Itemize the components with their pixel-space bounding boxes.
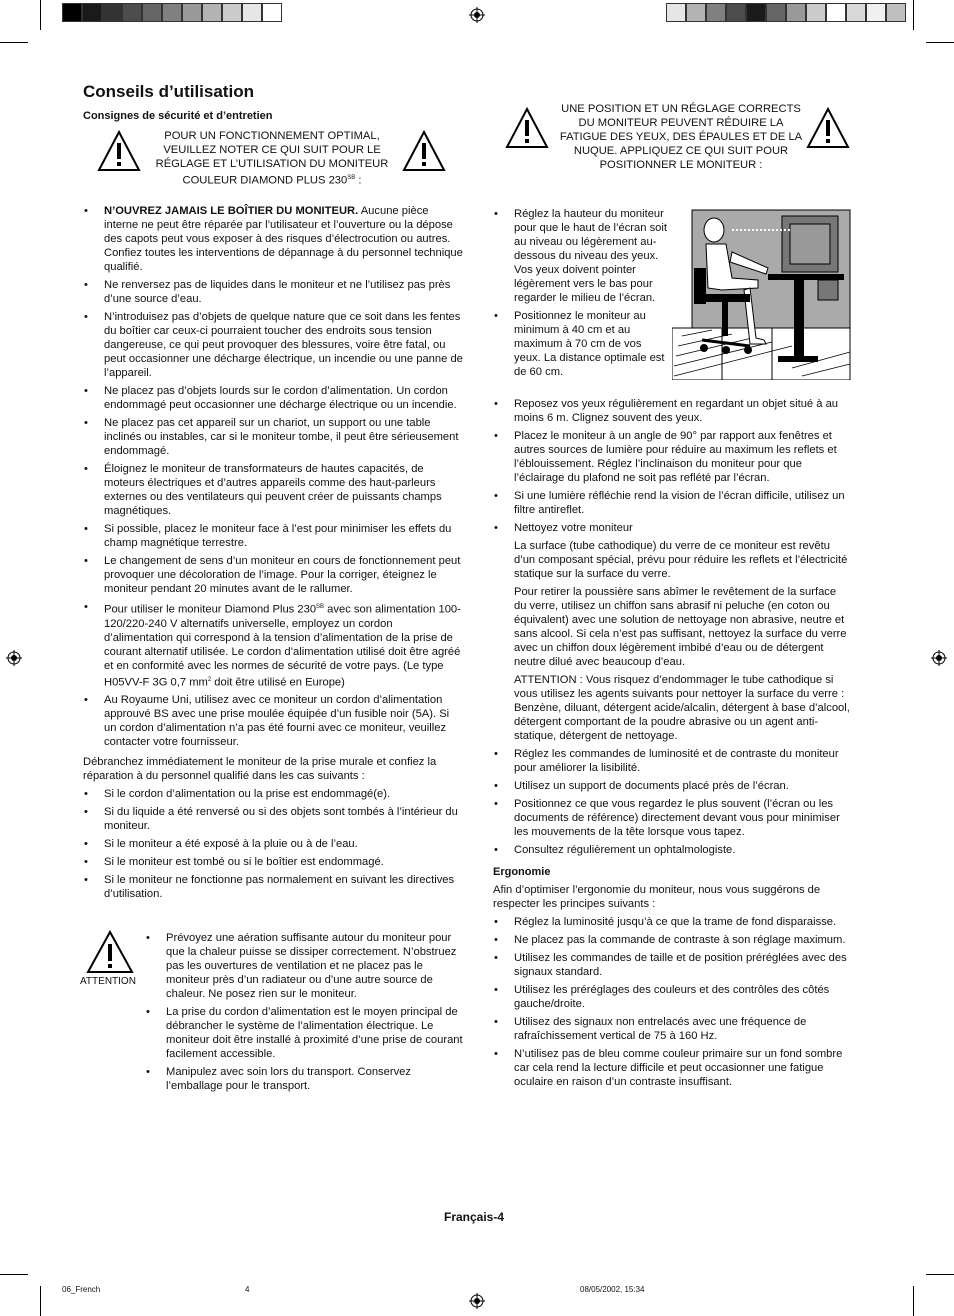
list-item: • Si une lumière réfléchie rend la vision de l’écran difficile, utilisez un filtre antireflet. xyxy=(493,489,851,517)
ergonomie-heading: Ergonomie xyxy=(493,866,551,878)
list-item: • Au Royaume Uni, utilisez avec ce moniteur un cordon d’alimentation approuvé BS avec une prise moulée équipée d’un fusible noir (5A). Si un cordon d’alimentation n’a pas été fourni avec ce moniteur, veuillez contacter votre fournisseur. xyxy=(83,693,463,749)
list-item: • Consultez régulièrement un ophtalmologiste. xyxy=(493,843,851,857)
list-item: • Ne placez pas d’objets lourds sur le cordon d’alimentation. Un cordon endommagé peut occasionner une décharge électrique ou un incendie. xyxy=(83,384,463,412)
color-swatch xyxy=(142,3,162,22)
safety-notice: POUR UN FONCTIONNEMENT OPTIMAL, VEUILLEZ NOTER CE QUI SUIT POUR LE RÉGLAGE ET L’UTILISATION DU MONITEUR COULEUR DIAMOND PLUS $230^{SB}$ : xyxy=(155,130,389,187)
slug-file: 06_French xyxy=(62,1285,101,1294)
list-item: • Positionnez le moniteur au minimum à 40 cm et au maximum à 70 cm de vos yeux. La distance optimale est de 60 cm. xyxy=(493,309,671,379)
safety-list-column xyxy=(83,204,463,905)
list-item: • Si du liquide a été renversé ou si des objets sont tombés à l’intérieur du moniteur. xyxy=(83,805,463,833)
crop-mark xyxy=(0,1274,28,1275)
list-item: • Utilisez les commandes de taille et de position préréglées avec des signaux standard. xyxy=(493,951,851,979)
list-item: • Positionnez ce que vous regardez le plus souvent (l’écran ou les documents de référence) directement devant vous pour minimiser les mouvements de la tête lorsque vous tapez. xyxy=(493,797,851,839)
position-list-column xyxy=(493,397,851,1093)
color-swatch xyxy=(222,3,242,22)
crop-mark xyxy=(0,42,28,43)
warning-icon xyxy=(86,930,134,974)
list-item: • La prise du cordon d’alimentation est le moyen principal de débrancher le système de l’alimentation électrique. Le moniteur doit être installé à proximité d’une prise de courant facilement accessible. xyxy=(145,1005,463,1061)
list-item: • Manipulez avec soin lors du transport. Conservez l’emballage pour le transport. xyxy=(145,1065,463,1093)
color-bar-right xyxy=(666,3,906,22)
crop-mark xyxy=(40,0,41,30)
list-item: • Ne renversez pas de liquides dans le moniteur et ne l’utilisez pas près d’une source d’eau. xyxy=(83,278,463,306)
list-item: • Pour utiliser le moniteur Diamond Plus $230^{SB}$ avec son alimentation 100-120/220-240 V alternatifs universelle, employez un cordon d’alimentation qui correspond à la tension d’alimentation de la prise de courant alternatif utilisée. Le cordon d’alimentation utilisé doit être agréé et en conformité avec les normes de sécurité de votre pays. (Le type H05VV-F 3G 0,7 $mm^2$ doit être utilisé en Europe) xyxy=(83,600,463,689)
color-swatch xyxy=(706,3,726,22)
list-item: • Ne placez pas cet appareil sur un chariot, un support ou une table inclinés ou instables, car si le moniteur tombe, il peut être sérieusement endommagé. xyxy=(83,416,463,458)
list-item: • Utilisez un support de documents placé près de l’écran. xyxy=(493,779,851,793)
list-item: • Le changement de sens d’un moniteur en cours de fonctionnement peut provoquer une décoloration de l’image. Pour la corriger, éteignez le moniteur pendant 20 minutes avant de le rallumer. xyxy=(83,554,463,596)
color-swatch xyxy=(766,3,786,22)
registration-mark-icon xyxy=(469,1293,485,1309)
paragraph: Débranchez immédiatement le moniteur de la prise murale et confiez la réparation à du personnel qualifié dans les cas suivants : xyxy=(83,756,437,783)
registration-mark-icon xyxy=(931,650,947,666)
registration-mark-icon xyxy=(6,650,22,666)
color-swatch xyxy=(82,3,102,22)
crop-mark xyxy=(40,1286,41,1316)
ergonomic-workstation-illustration xyxy=(672,208,852,380)
list-item: • Si le moniteur ne fonctionne pas normalement en suivant les directives d’utilisation. xyxy=(83,873,463,901)
list-item: • Si le moniteur est tombé ou si le boîtier est endommagé. xyxy=(83,855,463,869)
position-figure-list xyxy=(493,207,671,383)
color-swatch xyxy=(62,3,82,22)
list-item: • Placez le moniteur à un angle de 90° par rapport aux fenêtres et autres sources de lumière pour réduire au maximum les reflets et l’éblouissement. Réglez l’inclinaison du moniteur pour que l’éclairage du plafond ne soit pas reflété par l’écran. xyxy=(493,429,851,485)
color-bar-left xyxy=(62,3,282,22)
crop-mark xyxy=(913,1286,914,1316)
attention-list-column xyxy=(145,931,463,1097)
slug-date: 08/05/2002, 15:34 xyxy=(580,1285,645,1294)
color-swatch xyxy=(102,3,122,22)
warning-icon xyxy=(505,107,549,149)
clean-paragraph: ATTENTION : Vous risquez d’endommager le tube cathodique si vous utilisez les agents suivants pour nettoyer la surface du verre : Benzène, diluant, détergent acide/alcalin, détergent à base d’alcool, détergent comportant de la poudre abrasive ou un agent anti-statique, détergent de nettoyage. xyxy=(514,674,850,742)
color-swatch xyxy=(202,3,222,22)
color-swatch xyxy=(826,3,846,22)
list-item: • Reposez vos yeux régulièrement en regardant un objet situé à au moins 6 m. Clignez souvent des yeux. xyxy=(493,397,851,425)
list-item: • Si le moniteur a été exposé à la pluie ou à de l’eau. xyxy=(83,837,463,851)
position-notice: UNE POSITION ET UN RÉGLAGE CORRECTS DU MONITEUR PEUVENT RÉDUIRE LA FATIGUE DES YEUX, DES ÉPAULES ET DE LA NUQUE. APPLIQUEZ CE QUI SUIT POUR POSITIONNER LE MONITEUR : xyxy=(559,103,803,171)
color-swatch xyxy=(806,3,826,22)
list-item: • Réglez la hauteur du moniteur pour que le haut de l’écran soit au niveau ou légèrement au-dessous du niveau des yeux. Vos yeux doivent pointer légèrement vers le bas pour regarder le milieu de l’écran. xyxy=(493,207,671,305)
color-swatch xyxy=(666,3,686,22)
crop-mark xyxy=(926,42,954,43)
list-item: • Ne placez pas la commande de contraste à son réglage maximum. xyxy=(493,933,851,947)
list-item: • N’introduisez pas d’objets de quelque nature que ce soit dans les fentes du boîtier car ceux-ci pourraient toucher des endroits sous tension dangereuse, ce qui peut provoquer des blessures, voire être fatal, ou peut occasionner une décharge électrique, un incendie ou une panne de l’appareil. xyxy=(83,310,463,380)
color-swatch xyxy=(786,3,806,22)
clean-paragraph: La surface (tube cathodique) du verre de ce moniteur est revêtu d’un composant spécial, prévu pour réduire les reflets et l’électricité statique sur la surface du verre. xyxy=(514,540,848,580)
warning-icon xyxy=(806,107,850,149)
color-swatch xyxy=(182,3,202,22)
page-title: Conseils d’utilisation xyxy=(83,82,254,101)
slug-page: 4 xyxy=(245,1285,250,1294)
warning-icon xyxy=(402,130,446,172)
clean-paragraph: Pour retirer la poussière sans abîmer le revêtement de la surface du verre, utilisez un chiffon sans abrasif ni peluche (en coton ou équivalent) avec une solution de nettoyage non abrasive, neutre et sans alcool. Si cela n’est pas suffisant, nettoyez la surface du verre avec un chiffon doux légèrement imbibé d’eau ou de détergent neutre dilué avec beaucoup d’eau. xyxy=(514,586,847,668)
color-swatch xyxy=(846,3,866,22)
ergonomie-intro: Afin d’optimiser l’ergonomie du moniteur, nous vous suggérons de respecter les principes suivants : xyxy=(493,884,821,910)
list-item: • Réglez les commandes de luminosité et de contraste du moniteur pour améliorer la lisibilité. xyxy=(493,747,851,775)
color-swatch xyxy=(726,3,746,22)
color-swatch xyxy=(262,3,282,22)
color-swatch xyxy=(122,3,142,22)
list-item: • N’utilisez pas de bleu comme couleur primaire sur un fond sombre car cela rend la lecture difficile et peut occasionner une fatigue oculaire en raison d’un contraste insuffisant. xyxy=(493,1047,851,1089)
attention-label: ATTENTION xyxy=(80,976,136,987)
color-swatch xyxy=(866,3,886,22)
list-item: • Utilisez des signaux non entrelacés avec une fréquence de rafraîchissement vertical de 75 à 160 Hz. xyxy=(493,1015,851,1043)
list-item: • Si le cordon d’alimentation ou la prise est endommagé(e). xyxy=(83,787,463,801)
color-swatch xyxy=(242,3,262,22)
list-item: • Éloignez le moniteur de transformateurs de hautes capacités, de moteurs électriques et d’autres appareils comme des haut-parleurs externes ou des ventilateurs qui peuvent créer de puissants champs magnétiques. xyxy=(83,462,463,518)
crop-mark xyxy=(913,0,914,30)
safety-heading: Consignes de sécurité et d’entretien xyxy=(83,110,273,122)
list-item: • Réglez la luminosité jusqu’à ce que la trame de fond disparaisse. xyxy=(493,915,851,929)
color-swatch xyxy=(162,3,182,22)
list-item: • N’OUVREZ JAMAIS LE BOÎTIER DU MONITEUR. Aucune pièce interne ne peut être réparée par l’utilisateur et l’ouverture ou la dépose des capots peut vous exposer à des risques d’électrocution ou autres. Confiez toutes les interventions de dépannage à du personnel technique qualifié. xyxy=(83,204,463,274)
list-item: • Si possible, placez le moniteur face à l’est pour minimiser les effets du champ magnétique terrestre. xyxy=(83,522,463,550)
registration-mark-icon xyxy=(469,7,485,23)
list-item: • Prévoyez une aération suffisante autour du moniteur pour que la chaleur puisse se dissiper correctement. N’obstruez pas les ouvertures de ventilation et ne placez pas le moniteur près d’un radiateur ou d’une autre source de chaleur. Ne posez rien sur le moniteur. xyxy=(145,931,463,1001)
color-swatch xyxy=(886,3,906,22)
list-item: • Utilisez les préréglages des couleurs et des contrôles des côtés gauche/droite. xyxy=(493,983,851,1011)
list-item: • Nettoyez votre moniteur xyxy=(493,521,851,535)
color-swatch xyxy=(686,3,706,22)
page-number: Français-4 xyxy=(444,1210,505,1224)
warning-icon xyxy=(97,130,141,172)
color-swatch xyxy=(746,3,766,22)
crop-mark xyxy=(926,1274,954,1275)
